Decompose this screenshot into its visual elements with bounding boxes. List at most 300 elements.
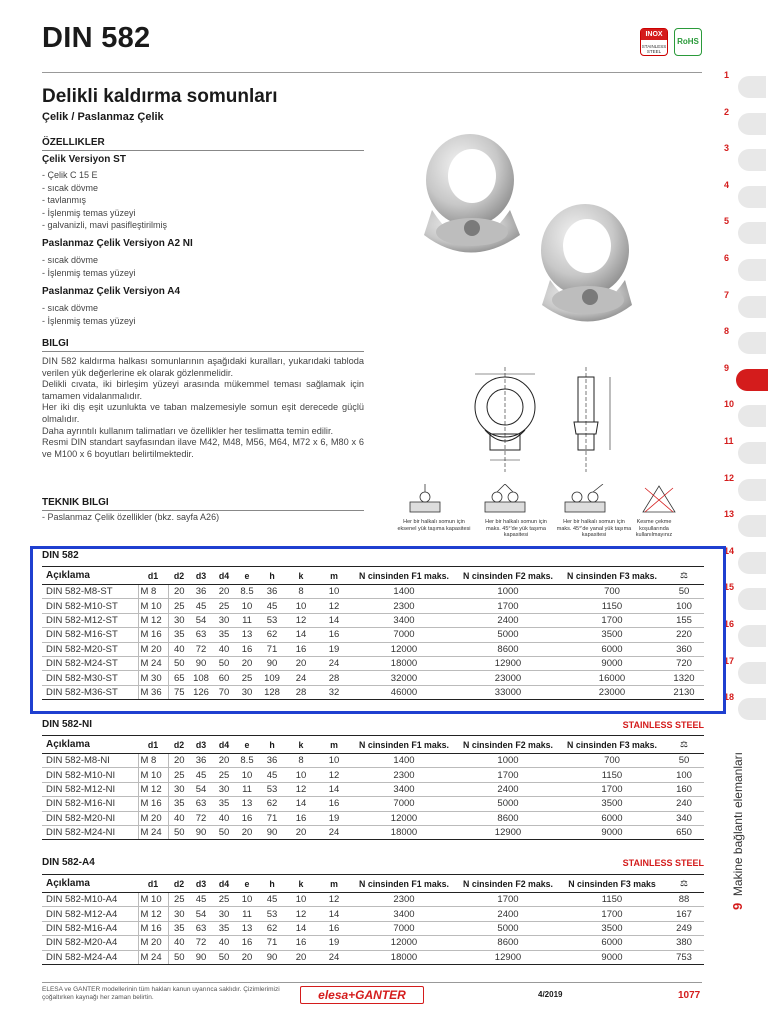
list-item: - sıcak dövme: [42, 254, 136, 267]
column-header: d1: [138, 875, 168, 893]
column-header: h: [258, 875, 286, 893]
table-cell: 7000: [352, 921, 456, 935]
column-header: k: [286, 567, 316, 585]
diagram-caption: Her bir halkalı somun için maks. 45°'de yanal yük taşıma kapasitesi: [556, 519, 632, 538]
table-cell: 8600: [456, 642, 560, 656]
table-cell: 24: [286, 671, 316, 685]
side-tab-icon: [738, 698, 766, 720]
table-cell: 54: [190, 907, 212, 921]
table-cell: 16: [286, 811, 316, 825]
side-tab-number: 15: [724, 582, 735, 593]
table-cell: 90: [258, 825, 286, 839]
table-cell: 12900: [456, 825, 560, 839]
column-header: d4: [212, 567, 236, 585]
table-cell: 30: [212, 907, 236, 921]
table-cell: 72: [190, 936, 212, 950]
column-header: e: [236, 567, 258, 585]
features-list: [42, 254, 136, 279]
table-cell: 7000: [352, 628, 456, 642]
table-cell: 1150: [560, 768, 664, 782]
table-cell: 50: [664, 754, 704, 768]
table-cell: 25: [212, 893, 236, 907]
column-header: d4: [212, 736, 236, 754]
stainless-label: STAINLESS STEEL: [622, 858, 704, 868]
table-row: [42, 782, 704, 796]
table-row: [42, 811, 704, 825]
side-tab-number: 10: [724, 399, 735, 410]
din582-ni-table: [42, 735, 704, 840]
table-cell: DIN 582-M20-NI: [42, 811, 138, 825]
table-cell: 10: [286, 768, 316, 782]
table-cell: 36: [258, 754, 286, 768]
column-header: h: [258, 567, 286, 585]
side-tab-icon: [738, 662, 766, 684]
table-cell: 20: [286, 825, 316, 839]
table-cell: M 24: [138, 656, 168, 670]
table-cell: 360: [664, 642, 704, 656]
table-cell: 2300: [352, 599, 456, 613]
inox-badge-sub: STAINLESS STEEL: [641, 44, 667, 54]
features-group-title: Çelik Versiyon ST: [42, 154, 126, 165]
table-cell: 35: [212, 797, 236, 811]
side-tab-icon: [738, 149, 766, 171]
table-cell: 10: [316, 754, 352, 768]
features-list: [42, 169, 167, 232]
table-cell: 54: [190, 613, 212, 627]
table-cell: 20: [236, 825, 258, 839]
column-header: d1: [138, 567, 168, 585]
table-cell: 8: [286, 754, 316, 768]
table-cell: 54: [190, 782, 212, 796]
table-cell: 70: [212, 685, 236, 699]
column-header: N cinsinden F1 maks.: [352, 736, 456, 754]
table-cell: 1000: [456, 585, 560, 599]
column-header: ⚖: [664, 736, 704, 754]
table-cell: DIN 582-M16-ST: [42, 628, 138, 642]
column-header: d2: [168, 736, 190, 754]
table-cell: 12: [286, 782, 316, 796]
table-cell: 1150: [560, 893, 664, 907]
side-tab-icon: [738, 222, 766, 244]
side-tab-icon: [738, 259, 766, 281]
side-tab-number: 2: [724, 106, 730, 117]
table-row: [42, 613, 704, 627]
table-cell: M 30: [138, 671, 168, 685]
table-title: DIN 582-NI: [42, 719, 93, 730]
table-cell: DIN 582-M16-A4: [42, 921, 138, 935]
table-cell: 12000: [352, 936, 456, 950]
table-cell: 16: [286, 936, 316, 950]
table-row: [42, 628, 704, 642]
table-cell: 11: [236, 907, 258, 921]
table-cell: 50: [168, 825, 190, 839]
table-cell: 25: [168, 599, 190, 613]
table-cell: 6000: [560, 936, 664, 950]
table-cell: 20: [168, 754, 190, 768]
product-photo: [410, 120, 650, 340]
column-header: N cinsinden F3 maks: [560, 875, 664, 893]
top-divider: [42, 72, 702, 73]
table-cell: 23000: [456, 671, 560, 685]
side-tab-number: 1: [724, 70, 730, 80]
table-row: [42, 907, 704, 921]
table-cell: M 24: [138, 825, 168, 839]
table-cell: 9000: [560, 825, 664, 839]
side-tab-number: 13: [724, 509, 735, 520]
table-cell: 30: [236, 685, 258, 699]
side-tab-number: 11: [724, 436, 734, 446]
table-cell: 32: [316, 685, 352, 699]
table-cell: 2400: [456, 613, 560, 627]
technical-heading: TEKNIK BILGI: [42, 497, 364, 511]
table-cell: 30: [168, 613, 190, 627]
table-cell: 220: [664, 628, 704, 642]
table-cell: 13: [236, 628, 258, 642]
table-cell: 63: [190, 628, 212, 642]
table-cell: 8: [286, 585, 316, 599]
side-tab-icon: [738, 296, 766, 318]
list-item: - İşlenmiş temas yüzeyi: [42, 207, 167, 220]
table-cell: 14: [286, 628, 316, 642]
table-cell: 28: [316, 671, 352, 685]
table-cell: DIN 582-M8-NI: [42, 754, 138, 768]
table-row: [42, 685, 704, 699]
table-cell: 24: [316, 825, 352, 839]
table-cell: DIN 582-M12-NI: [42, 782, 138, 796]
table-cell: 19: [316, 642, 352, 656]
table-cell: 46000: [352, 685, 456, 699]
side-section-number: 9: [730, 902, 745, 910]
table-cell: 16: [236, 642, 258, 656]
table-cell: 72: [190, 811, 212, 825]
table-cell: M 20: [138, 811, 168, 825]
table-cell: 3400: [352, 782, 456, 796]
table-cell: 1400: [352, 585, 456, 599]
table-cell: 700: [560, 754, 664, 768]
table-cell: 109: [258, 671, 286, 685]
table-row: [42, 768, 704, 782]
table-cell: 13: [236, 797, 258, 811]
column-header: k: [286, 736, 316, 754]
column-header: N cinsinden F2 maks.: [456, 567, 560, 585]
brand-logo: elesa+GANTER: [300, 986, 424, 1004]
side-tab-icon: [738, 76, 766, 98]
table-cell: 19: [316, 811, 352, 825]
table-cell: 12: [316, 768, 352, 782]
side-tab-number: 4: [724, 179, 730, 190]
column-header: h: [258, 736, 286, 754]
info-text: [42, 356, 364, 460]
table-cell: 40: [168, 811, 190, 825]
table-cell: 3500: [560, 797, 664, 811]
table-cell: 753: [664, 950, 704, 964]
table-row: [42, 893, 704, 907]
table-cell: 16: [236, 936, 258, 950]
table-cell: 14: [316, 613, 352, 627]
side-tab-icon: [738, 332, 766, 354]
diagram-caption: Her bir halkalı somun için eksenel yük taşıma kapasitesi: [397, 519, 471, 532]
page-number: 1077: [678, 990, 701, 1001]
table-cell: 71: [258, 936, 286, 950]
table-cell: 100: [664, 599, 704, 613]
table-cell: 50: [168, 950, 190, 964]
table-cell: M 36: [138, 685, 168, 699]
table-title: DIN 582: [42, 550, 79, 561]
table-cell: 90: [190, 656, 212, 670]
side-section-label: [730, 740, 750, 910]
table-row: [42, 936, 704, 950]
column-header: d2: [168, 875, 190, 893]
table-cell: 35: [212, 921, 236, 935]
table-cell: 30: [168, 907, 190, 921]
table-cell: 5000: [456, 921, 560, 935]
table-cell: 14: [286, 921, 316, 935]
table-cell: M 12: [138, 907, 168, 921]
product-subtitle: Delikli kaldırma somunları: [42, 86, 278, 107]
column-header: d3: [190, 736, 212, 754]
table-cell: 40: [212, 936, 236, 950]
table-cell: M 16: [138, 628, 168, 642]
table-cell: DIN 582-M8-ST: [42, 585, 138, 599]
side-tab-number: 17: [724, 655, 735, 666]
table-row: [42, 825, 704, 839]
table-cell: 380: [664, 936, 704, 950]
column-header: N cinsinden F3 maks.: [560, 736, 664, 754]
table-cell: 10: [236, 768, 258, 782]
table-cell: 45: [258, 768, 286, 782]
column-header: Açıklama: [42, 736, 138, 754]
table-cell: 40: [168, 642, 190, 656]
table-cell: 19: [316, 936, 352, 950]
side-tab-icon: [738, 113, 766, 135]
table-cell: 40: [212, 811, 236, 825]
table-cell: 11: [236, 613, 258, 627]
table-cell: 1000: [456, 754, 560, 768]
table-cell: 2300: [352, 768, 456, 782]
table-cell: 45: [190, 768, 212, 782]
table-cell: M 12: [138, 613, 168, 627]
table-cell: DIN 582-M10-A4: [42, 893, 138, 907]
column-header: d3: [190, 875, 212, 893]
side-tab-number: 8: [724, 326, 730, 337]
load-diagrams: [405, 484, 695, 518]
column-header: d1: [138, 736, 168, 754]
table-cell: M 10: [138, 599, 168, 613]
table-cell: DIN 582-M20-ST: [42, 642, 138, 656]
table-cell: 50: [168, 656, 190, 670]
table-cell: 45: [190, 599, 212, 613]
table-cell: 12900: [456, 950, 560, 964]
table-cell: 63: [190, 921, 212, 935]
list-item: - İşlenmiş temas yüzeyi: [42, 267, 136, 280]
table-cell: 25: [236, 671, 258, 685]
table-cell: DIN 582-M12-ST: [42, 613, 138, 627]
table-cell: 25: [168, 768, 190, 782]
table-cell: 1320: [664, 671, 704, 685]
list-item: - sıcak dövme: [42, 182, 167, 195]
table-cell: 12900: [456, 656, 560, 670]
table-row: [42, 599, 704, 613]
table-cell: 126: [190, 685, 212, 699]
table-cell: 30: [212, 782, 236, 796]
column-header: m: [316, 875, 352, 893]
column-header: m: [316, 567, 352, 585]
table-cell: 1700: [456, 599, 560, 613]
table-cell: 1700: [456, 893, 560, 907]
table-cell: 45: [190, 893, 212, 907]
table-cell: 11: [236, 782, 258, 796]
side-tab-icon: [736, 369, 768, 391]
table-cell: 20: [286, 950, 316, 964]
table-cell: 24: [316, 950, 352, 964]
list-item: - İşlenmiş temas yüzeyi: [42, 315, 136, 328]
table-cell: M 24: [138, 950, 168, 964]
table-row: [42, 797, 704, 811]
side-tab-icon: [738, 186, 766, 208]
table-cell: 16: [316, 921, 352, 935]
info-paragraph: DIN 582 kaldırma halkası somunlarının aşağıdaki kuralları, yukarıdaki tabloda verilen yük değerlerine ek olarak gözlenmelidir.: [42, 356, 364, 378]
table-cell: 8600: [456, 811, 560, 825]
table-cell: 88: [664, 893, 704, 907]
list-item: - sıcak dövme: [42, 302, 136, 315]
table-cell: 33000: [456, 685, 560, 699]
table-cell: 100: [664, 768, 704, 782]
column-header: Açıklama: [42, 567, 138, 585]
technical-list: [42, 511, 219, 524]
table-cell: 90: [258, 656, 286, 670]
table-row: [42, 671, 704, 685]
side-tab-icon: [738, 625, 766, 647]
table-cell: 6000: [560, 642, 664, 656]
table-cell: 10: [286, 893, 316, 907]
side-tab-number: 6: [724, 253, 730, 263]
table-cell: 53: [258, 613, 286, 627]
table-cell: 1700: [560, 613, 664, 627]
inox-badge-label: INOX: [641, 29, 667, 40]
table-cell: 30: [212, 613, 236, 627]
table-cell: 25: [212, 768, 236, 782]
column-header: ⚖: [664, 875, 704, 893]
table-cell: 25: [212, 599, 236, 613]
rohs-badge: RoHS: [674, 28, 702, 56]
table-cell: DIN 582-M36-ST: [42, 685, 138, 699]
column-header: e: [236, 875, 258, 893]
table-cell: 10: [236, 893, 258, 907]
table-cell: 90: [190, 950, 212, 964]
table-cell: 53: [258, 907, 286, 921]
copyright-note: ELESA ve GANTER modellerinin tüm hakları kanun uyarınca saklıdır. Çizimlerimizi çoğaltırken kaynağı her zaman belirtin.: [42, 986, 280, 1001]
table-cell: M 10: [138, 893, 168, 907]
table-cell: 10: [236, 599, 258, 613]
table-cell: 36: [190, 585, 212, 599]
table-cell: 14: [316, 907, 352, 921]
table-cell: 7000: [352, 797, 456, 811]
din582-st-table: [42, 566, 704, 700]
table-cell: 71: [258, 811, 286, 825]
table-cell: 75: [168, 685, 190, 699]
table-cell: DIN 582-M20-A4: [42, 936, 138, 950]
features-heading: ÖZELLIKLER: [42, 137, 364, 151]
table-cell: 1700: [560, 782, 664, 796]
table-cell: M 20: [138, 642, 168, 656]
table-cell: 65: [168, 671, 190, 685]
table-cell: M 8: [138, 585, 168, 599]
table-cell: 700: [560, 585, 664, 599]
product-material: Çelik / Paslanmaz Çelik: [42, 111, 164, 123]
table-cell: 16: [286, 642, 316, 656]
table-cell: M 12: [138, 782, 168, 796]
table-cell: 72: [190, 642, 212, 656]
stainless-label: STAINLESS STEEL: [622, 720, 704, 730]
table-cell: 3500: [560, 921, 664, 935]
table-cell: 5000: [456, 628, 560, 642]
table-cell: 18000: [352, 950, 456, 964]
table-cell: 1400: [352, 754, 456, 768]
side-tab-number: 18: [724, 692, 735, 703]
table-cell: 1150: [560, 599, 664, 613]
table-cell: 12: [286, 613, 316, 627]
table-cell: 16: [316, 628, 352, 642]
table-cell: 13: [236, 921, 258, 935]
table-cell: 71: [258, 642, 286, 656]
side-tab-number: 5: [724, 216, 730, 227]
table-cell: 10: [286, 599, 316, 613]
table-cell: 90: [190, 825, 212, 839]
table-cell: DIN 582-M30-ST: [42, 671, 138, 685]
table-title: DIN 582-A4: [42, 857, 95, 868]
table-row: [42, 642, 704, 656]
table-cell: 2300: [352, 893, 456, 907]
table-cell: 20: [212, 754, 236, 768]
table-cell: 3400: [352, 613, 456, 627]
list-item: - galvanizli, mavi pasifleştirilmiş: [42, 219, 167, 232]
table-cell: 60: [212, 671, 236, 685]
table-cell: M 16: [138, 797, 168, 811]
table-cell: 45: [258, 893, 286, 907]
table-cell: 63: [190, 797, 212, 811]
table-cell: 62: [258, 921, 286, 935]
eye-nut-right: [541, 204, 632, 322]
table-cell: 6000: [560, 811, 664, 825]
table-row: [42, 754, 704, 768]
side-tab-icon: [738, 552, 766, 574]
din582-a4-table: [42, 874, 704, 965]
table-cell: 32000: [352, 671, 456, 685]
side-tab-icon: [738, 442, 766, 464]
table-cell: 2400: [456, 782, 560, 796]
table-cell: 12000: [352, 811, 456, 825]
technical-drawing: [450, 362, 630, 477]
info-paragraph: Daha ayrıntılı kullanım talimatları ve özellikler her teslimatta temin edilir.: [42, 425, 334, 436]
table-cell: 167: [664, 907, 704, 921]
table-cell: 2400: [456, 907, 560, 921]
table-cell: 36: [190, 754, 212, 768]
table-cell: 12: [316, 893, 352, 907]
table-cell: 16: [316, 797, 352, 811]
table-cell: 9000: [560, 656, 664, 670]
side-tab-number: 7: [724, 289, 730, 300]
table-cell: 12: [286, 907, 316, 921]
publication-date: 4/2019: [538, 990, 563, 999]
side-tab-icon: [738, 515, 766, 537]
features-group-title: Paslanmaz Çelik Versiyon A2 NI: [42, 238, 193, 249]
info-paragraph: Resmi DIN standart sayfasından ilave M42, M48, M56, M64, M72 x 6, M80 x 6 ve M100 x 6 boyutları belirtilmektedir.: [42, 437, 364, 459]
diagram-caption: Her bir halkalı somun için maks. 45°'de yük taşıma kapasitesi: [485, 519, 547, 538]
table-cell: 5000: [456, 797, 560, 811]
list-item: - Çelik C 15 E: [42, 169, 167, 182]
table-cell: 36: [258, 585, 286, 599]
side-tab-number: 16: [724, 619, 735, 629]
